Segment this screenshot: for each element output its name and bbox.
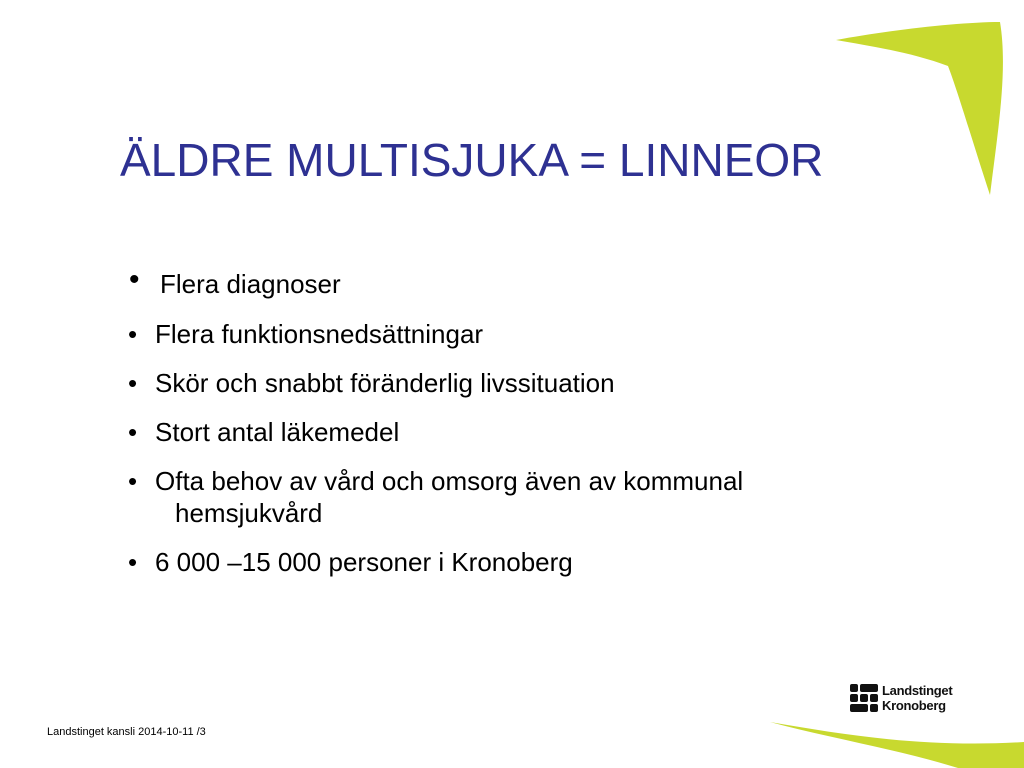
bullet-item	[123, 465, 983, 529]
bullet-text: Stort antal läkemedel	[155, 417, 400, 447]
bullet-text: Ofta behov av vård och omsorg även av kommunal	[155, 466, 744, 496]
logo-line2: Kronoberg	[882, 698, 946, 713]
bullet-glyph: •	[128, 547, 138, 577]
bullet-item	[123, 546, 983, 578]
bullet-glyph: •	[128, 417, 138, 447]
bullet-text: 6 000 –15 000 personer i Kronoberg	[155, 547, 573, 577]
logo-mark-icon	[850, 684, 879, 712]
bullet-glyph: •	[128, 466, 138, 496]
bullet-glyph: •	[128, 368, 138, 398]
bullet-glyph: •	[128, 319, 138, 349]
bullet-text: Flera diagnoser	[160, 269, 341, 299]
bullet-item	[123, 318, 983, 350]
bullet-item	[123, 367, 983, 399]
bullet-item	[123, 416, 983, 448]
bullet-continuation: hemsjukvård	[175, 498, 323, 528]
logo-line1: Landstinget	[882, 683, 953, 698]
bullet-item	[123, 263, 983, 300]
landstinget-kronoberg-logo	[850, 683, 980, 715]
bottom-right-swoosh	[770, 722, 1024, 768]
bullet-list	[123, 263, 983, 578]
footer-text: Landstinget kansli 2014-10-11 /3	[47, 726, 206, 738]
bullet-text: Flera funktionsnedsättningar	[155, 319, 484, 349]
slide-title: ÄLDRE MULTISJUKA = LINNEOR	[120, 134, 824, 186]
logo-text	[882, 683, 952, 713]
bullet-glyph: •	[129, 263, 140, 296]
bullet-text: Skör och snabbt föränderlig livssituation	[155, 368, 615, 398]
